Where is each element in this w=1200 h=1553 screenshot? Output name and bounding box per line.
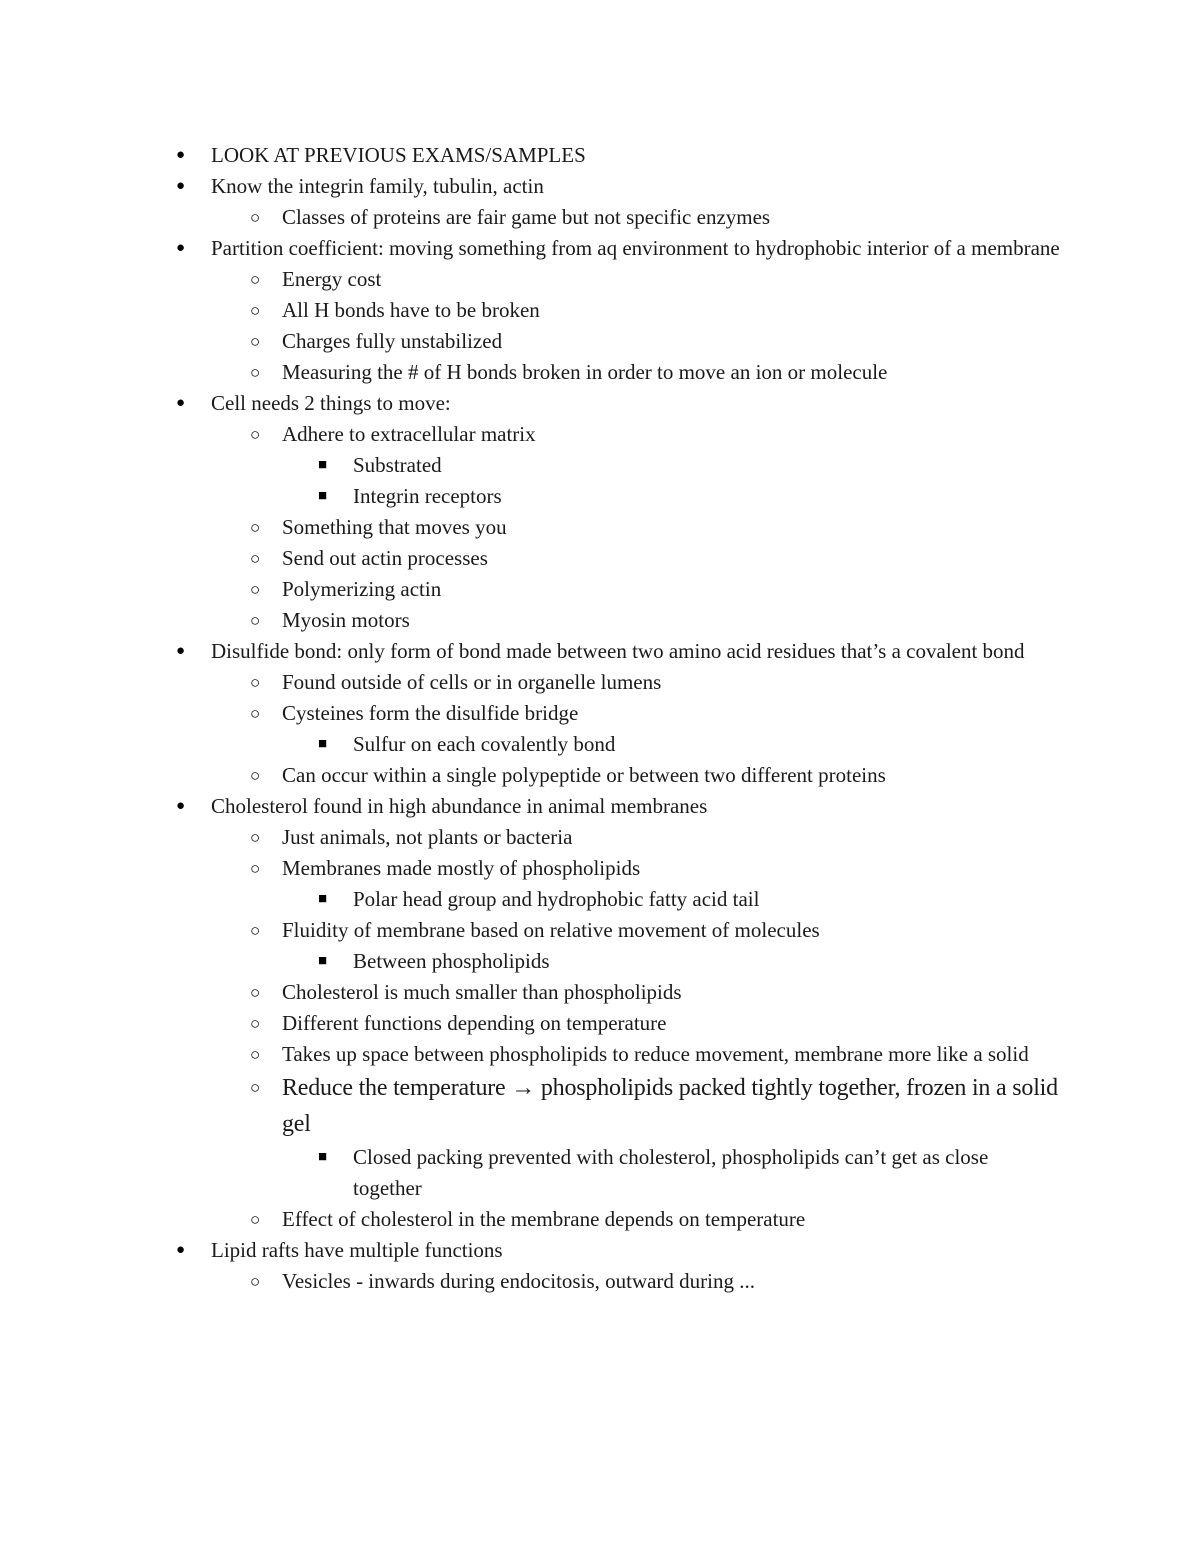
list-item bbox=[0, 574, 1200, 605]
list-item bbox=[0, 791, 1200, 822]
bullet-circle-icon: ○ bbox=[250, 1210, 261, 1229]
list-item bbox=[0, 326, 1200, 357]
list-item bbox=[0, 884, 1200, 915]
list-item-text: Cholesterol is much smaller than phospholipids bbox=[282, 980, 682, 1004]
bullet-circle-icon: ○ bbox=[250, 704, 261, 723]
list-item bbox=[0, 1008, 1200, 1039]
bullet-dot-icon: ● bbox=[176, 798, 186, 814]
list-item-text: Know the integrin family, tubulin, actin bbox=[211, 174, 544, 198]
list-item bbox=[0, 264, 1200, 295]
list-item bbox=[0, 667, 1200, 698]
list-item bbox=[0, 419, 1200, 450]
bullet-circle-icon: ○ bbox=[250, 1014, 261, 1033]
list-item bbox=[0, 295, 1200, 326]
list-item-text: Sulfur on each covalently bond bbox=[353, 732, 616, 756]
list-item-text: Energy cost bbox=[282, 267, 382, 291]
list-item-text: Polar head group and hydrophobic fatty acid tail bbox=[353, 887, 760, 911]
list-item bbox=[0, 512, 1200, 543]
list-item-text: Closed packing prevented with cholesterol, phospholipids can’t get as close together bbox=[353, 1145, 989, 1200]
list-item bbox=[0, 388, 1200, 419]
list-item-text: Fluidity of membrane based on relative movement of molecules bbox=[282, 918, 820, 942]
list-item-text: Charges fully unstabilized bbox=[282, 329, 503, 353]
list-item-text: Disulfide bond: only form of bond made between two amino acid residues that’s a covalent bond bbox=[211, 639, 1025, 663]
list-item bbox=[0, 543, 1200, 574]
list-item bbox=[0, 481, 1200, 512]
bullet-circle-icon: ○ bbox=[250, 673, 261, 692]
list-item-text: Cysteines form the disulfide bridge bbox=[282, 701, 579, 725]
list-item bbox=[0, 1235, 1200, 1266]
list-item bbox=[0, 946, 1200, 977]
list-item-text: Measuring the # of H bonds broken in order to move an ion or molecule bbox=[282, 360, 888, 384]
list-item bbox=[0, 1070, 1200, 1142]
bullet-circle-icon: ○ bbox=[250, 859, 261, 878]
list-item bbox=[0, 140, 1200, 171]
list-item bbox=[0, 822, 1200, 853]
list-item-text: Takes up space between phospholipids to reduce movement, membrane more like a solid bbox=[282, 1042, 1029, 1066]
bullet-square-icon: ■ bbox=[318, 457, 328, 473]
list-item-text: Myosin motors bbox=[282, 608, 410, 632]
bullet-circle-icon: ○ bbox=[250, 363, 261, 382]
list-item bbox=[0, 1039, 1200, 1070]
bullet-circle-icon: ○ bbox=[250, 766, 261, 785]
bullet-square-icon: ■ bbox=[318, 736, 328, 752]
bullet-circle-icon: ○ bbox=[250, 983, 261, 1002]
bullet-circle-icon: ○ bbox=[250, 332, 261, 351]
list-item bbox=[0, 915, 1200, 946]
list-item bbox=[0, 233, 1200, 264]
bullet-dot-icon: ● bbox=[176, 147, 186, 163]
list-item bbox=[0, 729, 1200, 760]
list-item-text: Substrated bbox=[353, 453, 442, 477]
bullet-circle-icon: ○ bbox=[250, 1045, 261, 1064]
bullet-square-icon: ■ bbox=[318, 891, 328, 907]
list-item-text: Something that moves you bbox=[282, 515, 507, 539]
list-item bbox=[0, 698, 1200, 729]
bullet-circle-icon: ○ bbox=[250, 921, 261, 940]
list-item-text: All H bonds have to be broken bbox=[282, 298, 540, 322]
bullet-circle-icon: ○ bbox=[250, 1272, 261, 1291]
bullet-circle-icon: ○ bbox=[250, 518, 261, 537]
list-item-text: Just animals, not plants or bacteria bbox=[282, 825, 573, 849]
list-item bbox=[0, 202, 1200, 233]
bullet-dot-icon: ● bbox=[176, 395, 186, 411]
bullet-circle-icon: ○ bbox=[250, 1078, 261, 1097]
list-item-text: Between phospholipids bbox=[353, 949, 550, 973]
list-item-text: Classes of proteins are fair game but not specific enzymes bbox=[282, 205, 771, 229]
bullet-circle-icon: ○ bbox=[250, 425, 261, 444]
list-item-text: Cell needs 2 things to move: bbox=[211, 391, 451, 415]
list-item bbox=[0, 853, 1200, 884]
list-item bbox=[0, 636, 1200, 667]
list-item bbox=[0, 1266, 1200, 1297]
list-item bbox=[0, 977, 1200, 1008]
list-item bbox=[0, 760, 1200, 791]
bullet-circle-icon: ○ bbox=[250, 270, 261, 289]
notes-document bbox=[0, 140, 1200, 1297]
bullet-square-icon: ■ bbox=[318, 953, 328, 969]
list-item-text: Partition coefficient: moving something from aq environment to hydrophobic interior of a membrane bbox=[211, 236, 1060, 260]
list-item-text: Effect of cholesterol in the membrane depends on temperature bbox=[282, 1207, 806, 1231]
list-item-text: Different functions depending on temperature bbox=[282, 1011, 667, 1035]
list-item-text: Send out actin processes bbox=[282, 546, 488, 570]
list-item-text: Reduce the temperature → phospholipids packed tightly together, frozen in a solid gel bbox=[282, 1075, 1058, 1137]
list-item-text: Adhere to extracellular matrix bbox=[282, 422, 536, 446]
list-item bbox=[0, 357, 1200, 388]
list-item-text: Integrin receptors bbox=[353, 484, 502, 508]
bullet-square-icon: ■ bbox=[318, 1149, 328, 1165]
list-item-text: Found outside of cells or in organelle lumens bbox=[282, 670, 662, 694]
bullet-circle-icon: ○ bbox=[250, 208, 261, 227]
list-item bbox=[0, 171, 1200, 202]
list-item-text: LOOK AT PREVIOUS EXAMS/SAMPLES bbox=[211, 143, 586, 167]
bullet-square-icon: ■ bbox=[318, 488, 328, 504]
bullet-dot-icon: ● bbox=[176, 240, 186, 256]
list-item-text: Polymerizing actin bbox=[282, 577, 442, 601]
list-item-text: Vesicles - inwards during endocitosis, outward during ... bbox=[282, 1269, 756, 1293]
bullet-dot-icon: ● bbox=[176, 643, 186, 659]
bullet-dot-icon: ● bbox=[176, 1242, 186, 1258]
list-item-text: Membranes made mostly of phospholipids bbox=[282, 856, 641, 880]
bullet-dot-icon: ● bbox=[176, 178, 186, 194]
bullet-circle-icon: ○ bbox=[250, 828, 261, 847]
list-item bbox=[0, 1142, 1200, 1204]
bullet-circle-icon: ○ bbox=[250, 549, 261, 568]
list-item-text: Can occur within a single polypeptide or between two different proteins bbox=[282, 763, 886, 787]
bullet-circle-icon: ○ bbox=[250, 611, 261, 630]
list-item bbox=[0, 450, 1200, 481]
list-item-text: Lipid rafts have multiple functions bbox=[211, 1238, 503, 1262]
list-item-text: Cholesterol found in high abundance in animal membranes bbox=[211, 794, 708, 818]
bullet-circle-icon: ○ bbox=[250, 580, 261, 599]
list-item bbox=[0, 605, 1200, 636]
bullet-circle-icon: ○ bbox=[250, 301, 261, 320]
list-item bbox=[0, 1204, 1200, 1235]
